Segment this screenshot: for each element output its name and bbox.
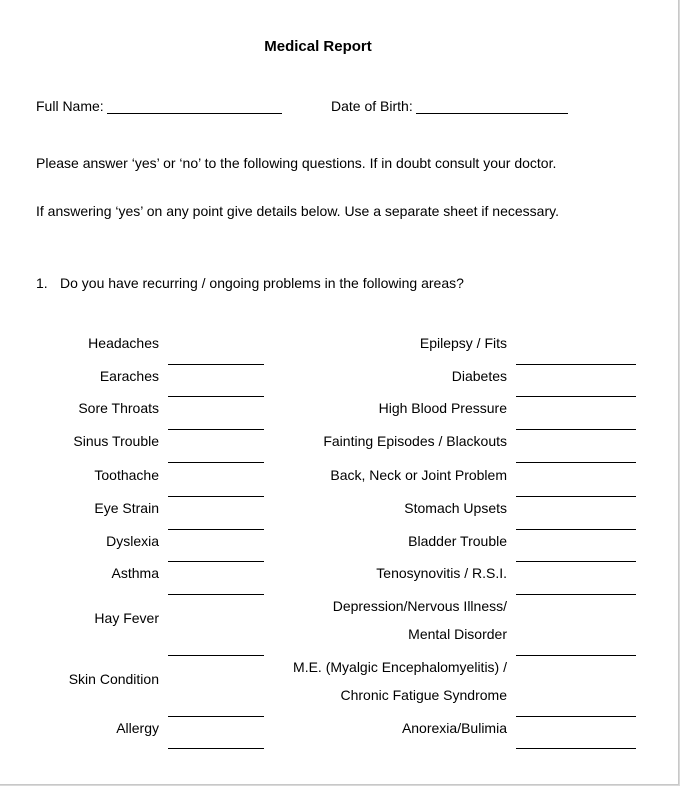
answer-line-high-blood-pressure[interactable] bbox=[516, 429, 636, 430]
item-skin-condition: Skin Condition bbox=[68, 671, 159, 687]
answer-line-earaches[interactable] bbox=[168, 396, 264, 397]
full-name-label: Full Name: bbox=[36, 98, 104, 114]
full-name-line[interactable] bbox=[107, 113, 282, 114]
answer-line-sinus-trouble[interactable] bbox=[168, 462, 264, 463]
answer-line-toothache[interactable] bbox=[168, 496, 264, 497]
item-toothache: Toothache bbox=[94, 467, 159, 483]
dob-label: Date of Birth: bbox=[331, 98, 413, 114]
item-sore-throats: Sore Throats bbox=[78, 400, 159, 416]
answer-line-dyslexia[interactable] bbox=[168, 561, 264, 562]
item-me-line1: M.E. (Myalgic Encephalomyelitis) / bbox=[293, 659, 507, 675]
answer-line-asthma[interactable] bbox=[168, 594, 264, 595]
item-dyslexia: Dyslexia bbox=[106, 533, 159, 549]
document-title: Medical Report bbox=[264, 38, 372, 55]
answer-line-bladder-trouble[interactable] bbox=[516, 561, 636, 562]
answer-line-skin-condition[interactable] bbox=[168, 716, 264, 717]
item-depression-line2: Mental Disorder bbox=[408, 626, 507, 642]
answer-line-epilepsy-fits[interactable] bbox=[516, 364, 636, 365]
answer-line-tenosynovitis-rsi[interactable] bbox=[516, 594, 636, 595]
answer-line-depression[interactable] bbox=[516, 655, 636, 656]
item-depression-line1: Depression/Nervous Illness/ bbox=[332, 598, 507, 614]
answer-line-headaches[interactable] bbox=[168, 364, 264, 365]
answer-line-allergy[interactable] bbox=[168, 748, 264, 749]
dob-line[interactable] bbox=[416, 113, 568, 114]
answer-line-anorexia-bulimia[interactable] bbox=[516, 748, 636, 749]
item-tenosynovitis-rsi: Tenosynovitis / R.S.I. bbox=[376, 565, 507, 581]
answer-line-fainting-blackouts[interactable] bbox=[516, 462, 636, 463]
item-back-neck-joint: Back, Neck or Joint Problem bbox=[330, 467, 507, 483]
item-diabetes: Diabetes bbox=[451, 368, 507, 384]
answer-line-me-cfs[interactable] bbox=[516, 716, 636, 717]
question-1-text: Do you have recurring / ongoing problems in the following areas? bbox=[60, 275, 464, 291]
answer-line-diabetes[interactable] bbox=[516, 396, 636, 397]
item-headaches: Headaches bbox=[88, 335, 159, 351]
item-hay-fever: Hay Fever bbox=[94, 610, 159, 626]
instruction-1: Please answer ‘yes’ or ‘no’ to the following questions. If in doubt consult your doctor. bbox=[36, 155, 557, 171]
answer-line-eye-strain[interactable] bbox=[168, 529, 264, 530]
item-epilepsy-fits: Epilepsy / Fits bbox=[419, 335, 507, 351]
item-stomach-upsets: Stomach Upsets bbox=[404, 500, 507, 516]
answer-line-hay-fever[interactable] bbox=[168, 655, 264, 656]
item-bladder-trouble: Bladder Trouble bbox=[408, 533, 507, 549]
instruction-2: If answering ‘yes’ on any point give details below. Use a separate sheet if necessary. bbox=[36, 203, 559, 219]
item-eye-strain: Eye Strain bbox=[94, 500, 159, 516]
item-earaches: Earaches bbox=[99, 368, 159, 384]
item-anorexia-bulimia: Anorexia/Bulimia bbox=[401, 720, 507, 736]
item-allergy: Allergy bbox=[116, 720, 159, 736]
item-sinus-trouble: Sinus Trouble bbox=[73, 433, 159, 449]
item-me-line2: Chronic Fatigue Syndrome bbox=[340, 687, 507, 703]
answer-line-back-neck-joint[interactable] bbox=[516, 496, 636, 497]
answer-line-stomach-upsets[interactable] bbox=[516, 529, 636, 530]
item-fainting-blackouts: Fainting Episodes / Blackouts bbox=[323, 433, 507, 449]
question-1-number: 1. bbox=[36, 275, 48, 291]
item-asthma: Asthma bbox=[111, 565, 159, 581]
item-high-blood-pressure: High Blood Pressure bbox=[378, 400, 507, 416]
answer-line-sore-throats[interactable] bbox=[168, 429, 264, 430]
